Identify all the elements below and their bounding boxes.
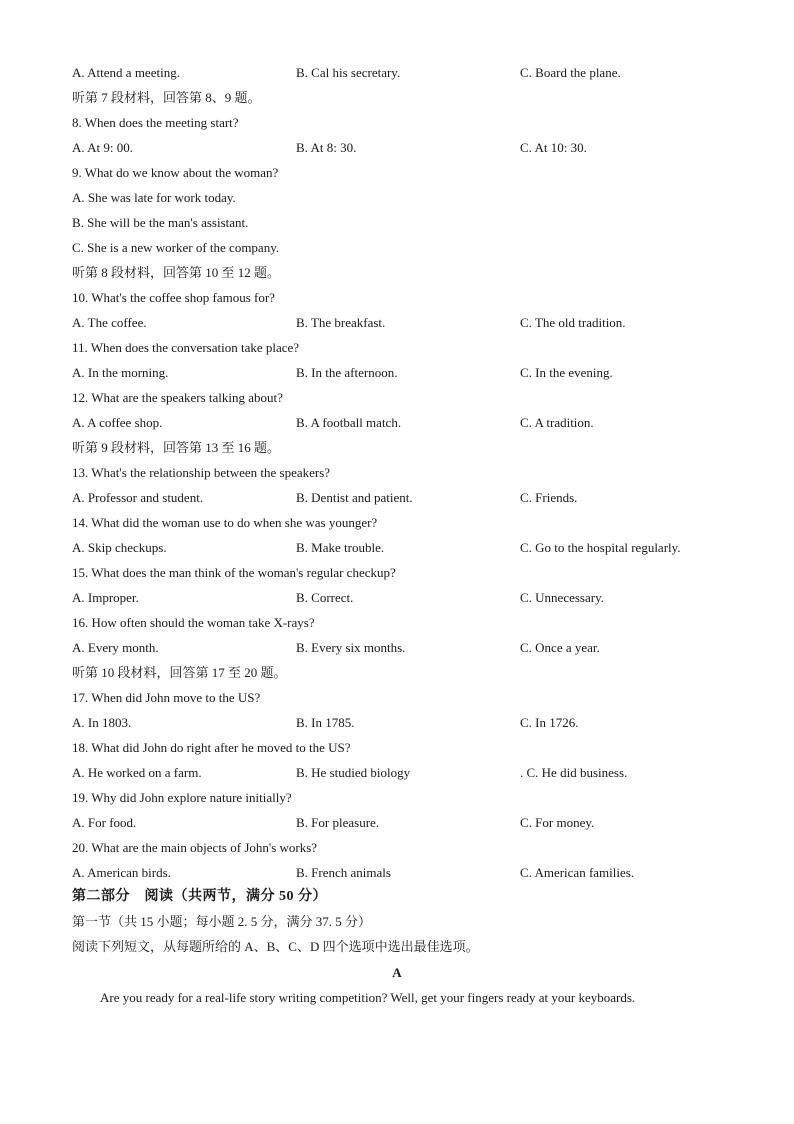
q17-options (0, 714, 794, 732)
q11-options (0, 364, 794, 382)
section10-intro: 听第 10 段材料，回答第 17 至 20 题。 (72, 665, 287, 680)
q20-option-b: B. French animals (296, 865, 391, 880)
q18-option-b: B. He studied biology (296, 765, 411, 780)
q14-options (0, 539, 794, 557)
q20-option-a: A. American birds. (72, 865, 171, 880)
section7-intro: 听第 7 段材料，回答第 8、9 题。 (72, 90, 261, 105)
q20-options (0, 864, 794, 882)
q12-option-c: C. A tradition. (520, 415, 594, 430)
q9-question: 9. What do we know about the woman? (72, 165, 279, 180)
q19-option-b: B. For pleasure. (296, 815, 380, 830)
q16-options (0, 639, 794, 657)
q19-option-a: A. For food. (72, 815, 137, 830)
q19-options (0, 814, 794, 832)
q17-question: 17. When did John move to the US? (72, 690, 261, 705)
q10-option-c: C. The old tradition. (520, 315, 626, 330)
q9-option-c: C. She is a new worker of the company. (72, 240, 280, 255)
part2-instructions: 阅读下列短文，从每题所给的 A、B、C、D 四个选项中选出最佳选项。 (72, 939, 479, 954)
q9-option-b: B. She will be the man's assistant. (72, 215, 249, 230)
q16-option-b: B. Every six months. (296, 640, 406, 655)
section9-intro: 听第 9 段材料，回答第 13 至 16 题。 (72, 440, 281, 455)
q15-option-b: B. Correct. (296, 590, 354, 605)
q15-option-c: C. Unnecessary. (520, 590, 604, 605)
part2-section1-info: 第一节（共 15 小题；每小题 2. 5 分，满分 37. 5 分） (72, 914, 372, 929)
q15-question: 15. What does the man think of the woman's regular checkup? (72, 565, 396, 580)
q11-option-a: A. In the morning. (72, 365, 169, 380)
q18-options (0, 764, 794, 782)
passage-a-first-line: Are you ready for a real-life story writing competition? Well, get your fingers ready at your keyboards. (100, 990, 636, 1005)
q19-question: 19. Why did John explore nature initially? (72, 790, 292, 805)
q11-option-b: B. In the afternoon. (296, 365, 398, 380)
q15-option-a: A. Improper. (72, 590, 139, 605)
q13-option-c: C. Friends. (520, 490, 578, 505)
passage-a-label: A (392, 965, 402, 980)
q14-option-c: C. Go to the hospital regularly. (520, 540, 681, 555)
q16-question: 16. How often should the woman take X-rays? (72, 615, 315, 630)
q11-question: 11. When does the conversation take place? (72, 340, 300, 355)
q10-options (0, 314, 794, 332)
q17-option-b: B. In 1785. (296, 715, 355, 730)
part2-heading: 第二部分 阅读（共两节，满分 50 分） (72, 889, 327, 904)
q13-options (0, 489, 794, 507)
q16-option-a: A. Every month. (72, 640, 159, 655)
q18-option-c: . C. He did business. (520, 765, 628, 780)
q14-question: 14. What did the woman use to do when she was younger? (72, 515, 378, 530)
q12-option-a: A. A coffee shop. (72, 415, 163, 430)
q7-options (0, 64, 794, 82)
q18-question: 18. What did John do right after he moved to the US? (72, 740, 351, 755)
q13-question: 13. What's the relationship between the speakers? (72, 465, 331, 480)
q8-option-b: B. At 8: 30. (296, 140, 357, 155)
q18-option-a: A. He worked on a farm. (72, 765, 202, 780)
q7-option-a: A. Attend a meeting. (72, 65, 180, 80)
section8-intro: 听第 8 段材料，回答第 10 至 12 题。 (72, 265, 281, 280)
q10-question: 10. What's the coffee shop famous for? (72, 290, 275, 305)
q17-option-c: C. In 1726. (520, 715, 579, 730)
q7-option-b: B. Cal his secretary. (296, 65, 401, 80)
q15-options (0, 589, 794, 607)
q8-option-c: C. At 10: 30. (520, 140, 587, 155)
q12-options (0, 414, 794, 432)
q7-option-c: C. Board the plane. (520, 65, 621, 80)
q8-question: 8. When does the meeting start? (72, 115, 239, 130)
q9-option-a: A. She was late for work today. (72, 190, 236, 205)
q12-question: 12. What are the speakers talking about? (72, 390, 283, 405)
q20-question: 20. What are the main objects of John's works? (72, 840, 318, 855)
q17-option-a: A. In 1803. (72, 715, 132, 730)
q14-option-b: B. Make trouble. (296, 540, 385, 555)
q8-option-a: A. At 9: 00. (72, 140, 134, 155)
q13-option-b: B. Dentist and patient. (296, 490, 413, 505)
q12-option-b: B. A football match. (296, 415, 402, 430)
q16-option-c: C. Once a year. (520, 640, 600, 655)
q11-option-c: C. In the evening. (520, 365, 613, 380)
q8-options (0, 139, 794, 157)
q10-option-b: B. The breakfast. (296, 315, 386, 330)
q10-option-a: A. The coffee. (72, 315, 147, 330)
q19-option-c: C. For money. (520, 815, 595, 830)
q14-option-a: A. Skip checkups. (72, 540, 167, 555)
q20-option-c: C. American families. (520, 865, 635, 880)
q13-option-a: A. Professor and student. (72, 490, 204, 505)
